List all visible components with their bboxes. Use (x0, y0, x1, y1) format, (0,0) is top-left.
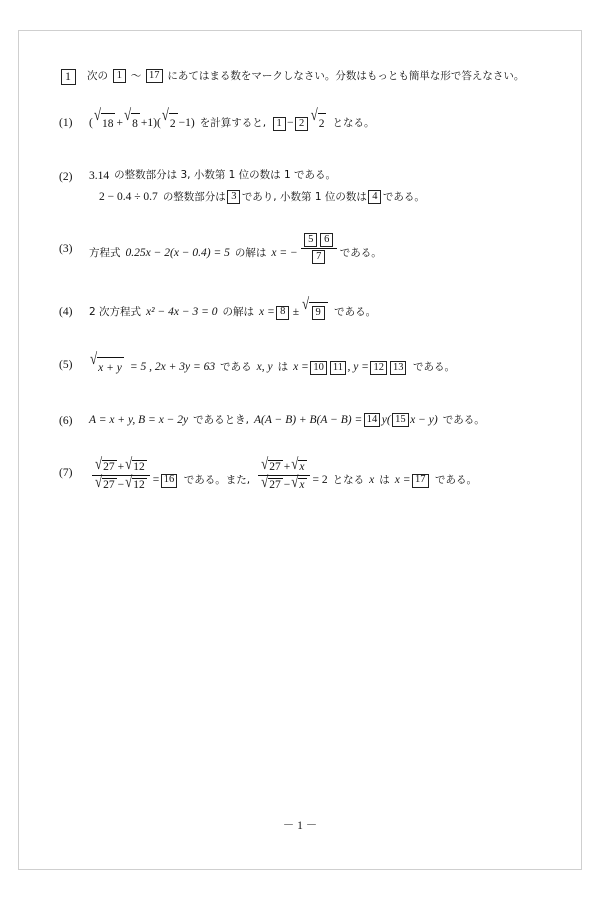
text-solution-is: の解は (234, 246, 267, 259)
question-header (59, 69, 549, 86)
text-dearu-3: である。 (339, 246, 382, 259)
sqrt-8: √ 8 (124, 112, 140, 135)
text-quadratic-label: 2 次方程式 (89, 305, 142, 318)
text-decimal-place: であり, 小数第 1 位の数は (241, 190, 367, 203)
problem-number-5: (5) (59, 359, 73, 372)
sqrt-2b: √ 2 (311, 112, 327, 135)
expr-y-equals-5: , y = (347, 361, 369, 374)
problem-body-1: ( √ 18 + √ 8 +1)( √ 2 −1) を計算すると, 1 − 2 √ 2 となる。 (89, 112, 549, 135)
sqrt-xa: √ x (291, 453, 305, 473)
expr-x-equals-7: x = (394, 473, 411, 486)
answer-box-8: 8 (276, 306, 289, 320)
expr-var-x: x (369, 473, 375, 486)
text-equation-label: 方程式 (89, 246, 121, 259)
answer-box-4: 4 (368, 190, 381, 204)
problem-2 (59, 166, 549, 209)
problem-body-5 (89, 349, 549, 379)
problem-body-7: √ 27 + √ 12 √ 27 − √ 12 = 16 である。また, √ 27 + √ x √ 27 − √ x = 2 となる x は x = 17 である。 (89, 462, 549, 497)
expr-x-minus-y-close: x − y) (410, 413, 438, 426)
problem-3 (59, 233, 549, 269)
question-number-box (59, 69, 77, 86)
sqrt-27d: √ 27 (261, 471, 281, 491)
answer-box-15: 15 (392, 413, 409, 427)
answer-box-5: 5 (304, 233, 317, 247)
text-compute: を計算すると, (199, 117, 267, 130)
text-tonaru: となる (332, 473, 365, 486)
expr-y-open: y( (381, 413, 391, 426)
answer-fraction-5-6-7 (301, 233, 337, 264)
text-dearutoki: であるとき, (193, 413, 250, 426)
answer-box-7: 7 (312, 250, 325, 264)
expr-system: = 5 , 2x + 3y = 63 (129, 361, 216, 374)
expr-x-equals-5: x = (293, 361, 309, 374)
text-solution-is-4: の解は (222, 305, 254, 318)
text-becomes: となる。 (332, 117, 375, 130)
text-dearu-7: である。 (435, 473, 477, 486)
problem-1 (59, 105, 549, 135)
expr-equals-2: = 2 (312, 473, 328, 486)
expr-AB-def: A = x + y, B = x − 2y (89, 413, 189, 426)
header-range-to: 17 (146, 69, 163, 83)
text-dearu-mata: である。また, (183, 473, 251, 486)
problem-body-2 (89, 166, 549, 209)
text-wa-7: は (379, 473, 390, 486)
sqrt-box-9: √ 9 (302, 301, 328, 324)
expr-xy-vars: x, y (256, 361, 273, 374)
problem-number-6: (6) (59, 414, 73, 427)
expr-linear-equation: 0.25x − 2(x − 0.4) = 5 (125, 246, 230, 259)
text-integer-part-2: の整数部分は (162, 190, 226, 203)
question-number-label: 1 (61, 69, 76, 85)
problem-7 (59, 453, 549, 497)
answer-box-6: 6 (320, 233, 333, 247)
problem-body-3 (89, 233, 549, 269)
problem-6 (59, 410, 549, 432)
problem-number-7: (7) (59, 466, 73, 479)
header-text-after: にあてはまる数をマークしなさい。分数はもっとも簡単な形で答えなさい。 (167, 70, 525, 82)
answer-box-1: 1 (273, 117, 286, 131)
header-range-from: 1 (113, 69, 126, 83)
problem-number-2: (2) (59, 170, 73, 183)
sqrt-27a: √ 27 (95, 453, 115, 473)
expr-quadratic: x² − 4x − 3 = 0 (146, 306, 218, 319)
sqrt-18: √ 18 (94, 112, 116, 135)
expr-2-minus: 2 − 0.4 ÷ 0.7 (99, 190, 158, 203)
answer-box-14: 14 (364, 413, 381, 427)
expr-x-equals-neg: x = − (271, 246, 298, 259)
problem-body-6 (89, 410, 549, 432)
answer-box-13: 13 (390, 361, 407, 375)
text-dearu-2: である。 (382, 190, 425, 203)
problem-5 (59, 349, 549, 379)
page-number: － 1 － (282, 820, 318, 832)
text-dearu-6: である。 (442, 413, 485, 426)
header-text-middle: 〜 (130, 70, 142, 82)
problem-4 (59, 293, 549, 324)
sqrt-xb: √ x (291, 471, 305, 491)
problem-number-1: (1) (59, 117, 73, 130)
problem-2-line-2 (99, 187, 425, 208)
text-dearu-4: である。 (334, 305, 377, 318)
page-content (59, 69, 549, 497)
text-dearu-5a: である (220, 361, 252, 374)
sqrt-27c: √ 27 (261, 453, 281, 473)
expr-x-equals-4: x = (258, 306, 275, 319)
answer-box-9: 9 (312, 306, 325, 320)
answer-box-11: 11 (330, 361, 346, 375)
sqrt-2a: √ 2 (162, 112, 178, 135)
sqrt-12a: √ 12 (125, 453, 145, 473)
text-wa: は (277, 361, 289, 374)
expr-AB-expand: A(A − B) + B(A − B) = (254, 413, 363, 426)
sqrt-12b: √ 12 (125, 471, 145, 491)
text-integer-part-1: の整数部分は 3, 小数第 1 位の数は 1 である。 (114, 169, 337, 182)
answer-box-12: 12 (370, 361, 387, 375)
problem-2-line-1: 3.14 の整数部分は 3, 小数第 1 位の数は 1 である。 (89, 166, 336, 187)
question-header-text (87, 69, 549, 85)
problem-number-4: (4) (59, 306, 73, 319)
exam-page-sheet (18, 30, 582, 870)
answer-box-3: 3 (227, 190, 240, 204)
fraction-root27-root12: √ 27 + √ 12 √ 27 − √ 12 (92, 459, 150, 492)
answer-box-2: 2 (295, 117, 308, 131)
problem-body-4: 2 次方程式 x² − 4x − 3 = 0 の解は x = 8 ± √ 9 である。 (89, 301, 549, 324)
answer-box-17: 17 (412, 474, 429, 488)
text-dearu-5b: である。 (412, 361, 455, 374)
fraction-root27-rootx: √ 27 + √ x √ 27 − √ x (258, 459, 309, 492)
problem-number-3: (3) (59, 243, 73, 256)
header-text-before: 次の (87, 70, 108, 82)
sqrt-27b: √ 27 (95, 471, 115, 491)
sqrt-x-plus-y: √ x + y (90, 356, 124, 379)
answer-box-10: 10 (310, 361, 327, 375)
answer-box-16: 16 (161, 474, 178, 488)
